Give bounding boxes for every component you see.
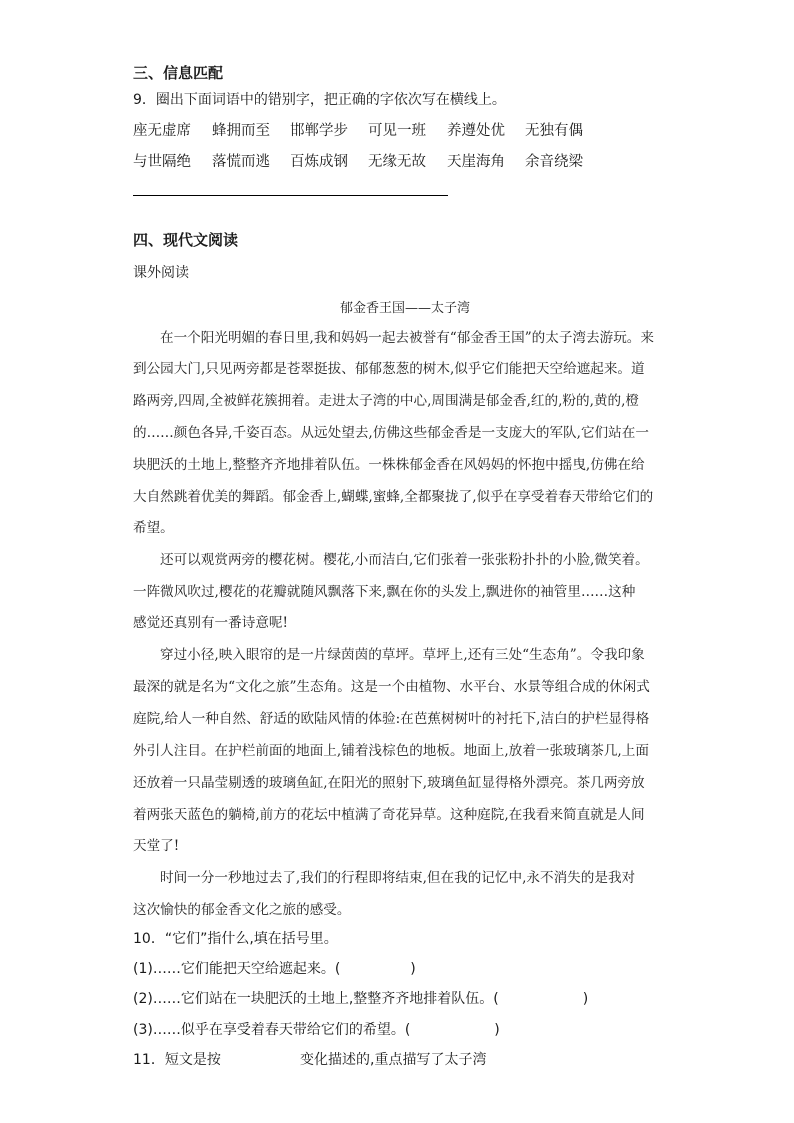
passage-line: 大自然跳着优美的舞蹈。郁金香上,蝴蝶,蜜蜂,全都聚拢了,似乎在享受着春天带给它们的: [133, 489, 654, 505]
word-item: 落慌而逃: [212, 154, 270, 170]
word-item: 余音绕梁: [525, 154, 583, 170]
question-11-prompt-start: 11．短文是按: [133, 1052, 221, 1068]
passage-line: 在一个阳光明媚的春日里,我和妈妈一起去被誉有“郁金香王国”的太子湾去游玩。来: [160, 330, 654, 346]
word-item: 蜂拥而至: [212, 123, 270, 139]
word-item: 可见一班: [368, 123, 426, 139]
passage-line: 感觉还真别有一番诗意呢!: [133, 615, 288, 631]
question-10-item: (3)……似乎在享受着春天带给它们的希望。( ): [133, 1022, 500, 1038]
word-item: 百炼成钢: [290, 154, 348, 170]
question-10-prompt: 10．“它们”指什么,填在括号里。: [133, 931, 338, 947]
passage-line: 庭院,给人一种自然、舒适的欧陆风情的体验:在芭蕉树树叶的衬托下,洁白的护栏显得格: [133, 711, 650, 727]
answer-line[interactable]: [133, 195, 448, 196]
passage-line: 天堂了!: [133, 838, 180, 854]
question-9-prompt: 9．圈出下面词语中的错别字，把正确的字依次写在横线上。: [133, 92, 506, 108]
passage-title: 郁金香王国——太子湾: [340, 301, 471, 316]
question-11-prompt-rest: 变化描述的,重点描写了太子湾: [300, 1052, 487, 1068]
passage-line: 穿过小径,映入眼帘的是一片绿茵茵的草坪。草坪上,还有三处“生态角”。令我印象: [160, 647, 645, 663]
word-item: 天崖海角: [447, 154, 505, 170]
word-item: 养遵处优: [447, 123, 505, 139]
passage-line: 时间一分一秒地过去了,我们的行程即将结束,但在我的记忆中,永不消失的是我对: [160, 870, 636, 886]
passage-line: 外引人注目。在护栏前面的地面上,铺着浅棕色的地板。地面上,放着一张玻璃茶几,上面: [133, 743, 649, 759]
passage-line: 着两张天蓝色的躺椅,前方的花坛中植满了奇花异草。这种庭院,在我看来简直就是人间: [133, 807, 645, 823]
passage-line: 块肥沃的土地上,整整齐齐地排着队伍。一株株郁金香在风妈妈的怀抱中摇曳,仿佛在给: [133, 457, 645, 473]
question-10-item: (2)……它们站在一块肥沃的土地上,整整齐齐地排着队伍。( ): [133, 991, 589, 1007]
passage-line: 希望。: [133, 520, 174, 536]
section-3-heading: 三、信息匹配: [133, 64, 224, 82]
reading-subheading: 课外阅读: [133, 265, 189, 281]
word-item: 座无虚席: [133, 123, 191, 139]
passage-line: 的……颜色各异,千姿百态。从远处望去,仿佛这些郁金香是一支庞大的军队,它们站在一: [133, 425, 649, 441]
passage-line: 这次愉快的郁金香文化之旅的感受。: [133, 902, 351, 918]
passage-line: 到公园大门,只见两旁都是苍翠挺拔、郁郁葱葱的树木,似乎它们能把天空给遮起来。道: [133, 361, 645, 377]
passage-line: 还放着一只晶莹剔透的玻璃鱼缸,在阳光的照射下,玻璃鱼缸显得格外漂亮。茶几两旁放: [133, 775, 645, 791]
question-10-item: (1)……它们能把天空给遮起来。( ): [133, 961, 416, 977]
section-4-heading: 四、现代文阅读: [133, 231, 239, 249]
word-item: 无缘无故: [368, 154, 426, 170]
word-item: 邯郸学步: [290, 123, 348, 139]
word-item: 与世隔绝: [133, 154, 191, 170]
word-item: 无独有偶: [525, 123, 583, 139]
passage-line: 最深的就是名为“文化之旅”生态角。这是一个由植物、水平台、水景等组合成的休闲式: [133, 679, 650, 695]
passage-line: 还可以观赏两旁的樱花树。樱花,小而洁白,它们张着一张张粉扑扑的小脸,微笑着。: [160, 552, 649, 568]
passage-line: 一阵微风吹过,樱花的花瓣就随风飘落下来,飘在你的头发上,飘进你的袖管里……这种: [133, 584, 636, 600]
passage-line: 路两旁,四周,全被鲜花簇拥着。走进太子湾的中心,周围满是郁金香,红的,粉的,黄的,橙: [133, 393, 640, 409]
